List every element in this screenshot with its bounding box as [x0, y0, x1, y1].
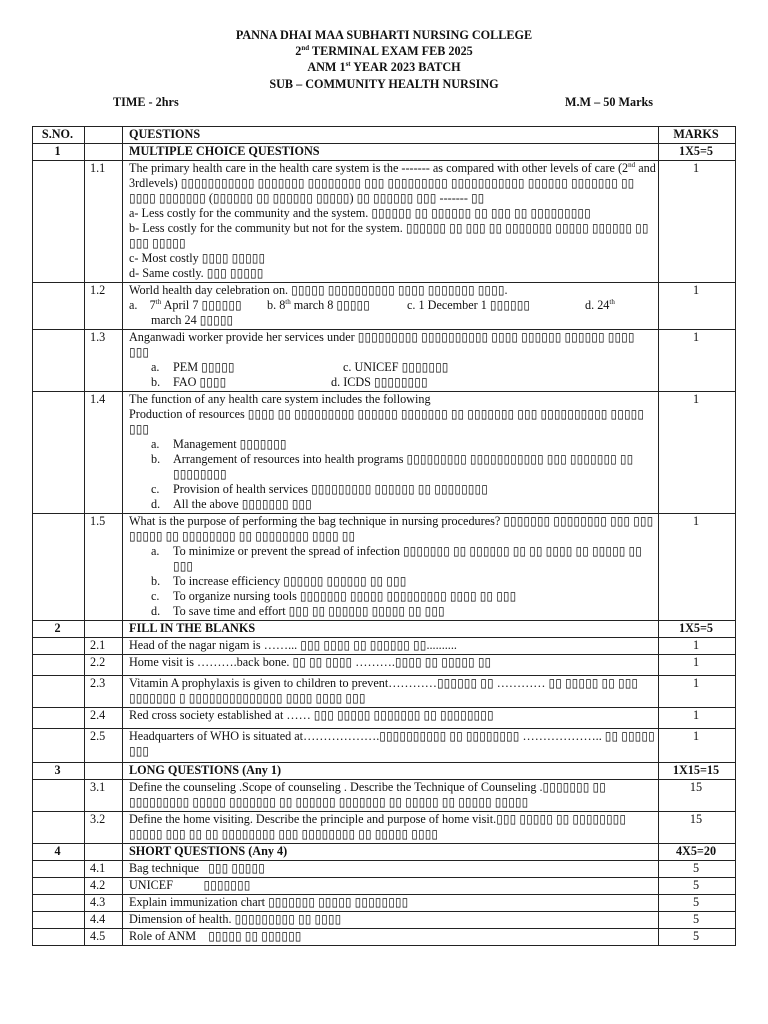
question-number: 4.1 — [85, 861, 123, 878]
section-number: 1 — [33, 144, 85, 161]
section-title: FILL IN THE BLANKS — [123, 621, 659, 638]
question-number: 1.4 — [85, 392, 123, 514]
header-sno: S.NO. — [33, 127, 85, 144]
question-number: 3.2 — [85, 812, 123, 844]
exam-time: TIME - 2hrs — [113, 95, 179, 109]
option-b: b. 8th march 8 ▯▯▯▯▯ — [267, 297, 370, 312]
question-marks: 1 — [659, 729, 736, 763]
question-marks: 1 — [659, 392, 736, 514]
option-c: c. UNICEF ▯▯▯▯▯▯▯ — [343, 360, 449, 374]
question-number: 1.3 — [85, 330, 123, 392]
section-row — [33, 144, 736, 161]
question-text: Explain immunization chart ▯▯▯▯▯▯▯ ▯▯▯▯▯ ▯▯▯▯▯▯▯▯ — [123, 895, 659, 912]
question-number: 2.2 — [85, 655, 123, 676]
question-text: The function of any health care system includes the following Production of resources ▯▯▯▯ ▯▯ ▯▯▯▯▯▯▯▯▯ ▯▯▯▯▯▯ ▯▯▯▯▯▯▯ ▯▯ ▯▯▯▯▯▯▯ ▯▯▯ ▯▯▯▯▯▯▯▯▯▯ ▯▯▯▯▯ ▯▯▯ a. Management ▯▯▯▯▯▯▯ b. Arrangement of resources into health programs ▯▯▯▯▯▯▯▯▯ ▯▯▯▯▯▯▯▯▯▯▯ ▯▯▯ ▯▯▯▯▯▯▯ ▯▯ ▯▯▯▯▯▯▯▯ c. Provision of health services ▯▯▯▯▯▯▯▯▯ ▯▯▯▯▯▯ ▯▯ ▯▯▯▯▯▯▯▯ d. All the above ▯▯▯▯▯▯▯ ▯▯▯ — [123, 392, 659, 514]
question-number: 4.5 — [85, 929, 123, 946]
question-marks: 1 — [659, 161, 736, 283]
question-marks: 15 — [659, 780, 736, 812]
section-row — [33, 763, 736, 780]
question-text: Home visit is ……….back bone. ▯▯ ▯▯ ▯▯▯▯ ……….▯▯▯▯ ▯▯ ▯▯▯▯▯ ▯▯ — [123, 655, 659, 676]
question-row — [33, 812, 736, 844]
question-text: Role of ANM ▯▯▯▯▯ ▯▯ ▯▯▯▯▯▯ — [123, 929, 659, 946]
question-row — [33, 912, 736, 929]
question-row — [33, 895, 736, 912]
section-marks: 1X5=5 — [659, 144, 736, 161]
question-number: 1.1 — [85, 161, 123, 283]
question-number: 4.3 — [85, 895, 123, 912]
question-number: 2.4 — [85, 708, 123, 729]
question-text: Dimension of health. ▯▯▯▯▯▯▯▯▯ ▯▯ ▯▯▯▯ — [123, 912, 659, 929]
question-marks: 1 — [659, 330, 736, 392]
section-marks: 4X5=20 — [659, 844, 736, 861]
question-row — [33, 655, 736, 676]
option-d: d. 24th — [585, 297, 615, 312]
question-number: 4.2 — [85, 878, 123, 895]
option-d: d. ICDS ▯▯▯▯▯▯▯▯ — [331, 375, 428, 389]
option-d: All the above ▯▯▯▯▯▯▯ ▯▯▯ — [173, 497, 312, 511]
question-marks: 5 — [659, 912, 736, 929]
option-a: Management ▯▯▯▯▯▯▯ — [173, 437, 287, 451]
question-number: 2.1 — [85, 638, 123, 655]
question-text: UNICEF ▯▯▯▯▯▯▯ — [123, 878, 659, 895]
question-marks: 1 — [659, 708, 736, 729]
option-a: a. 7th April 7 ▯▯▯▯▯▯ — [129, 297, 242, 312]
section-title: MULTIPLE CHOICE QUESTIONS — [123, 144, 659, 161]
option-d-continued: march 24 ▯▯▯▯▯ — [151, 313, 234, 327]
option-c: To organize nursing tools ▯▯▯▯▯▯▯ ▯▯▯▯▯ ▯▯▯▯▯▯▯▯▯ ▯▯▯▯ ▯▯ ▯▯▯ — [173, 589, 517, 603]
question-marks: 15 — [659, 812, 736, 844]
question-row — [33, 330, 736, 392]
question-text: Vitamin A prophylaxis is given to children to prevent…………▯▯▯▯▯▯ ▯▯ ………… ▯▯ ▯▯▯▯▯ ▯▯ ▯▯▯ ▯▯▯▯▯▯▯ ▯ ▯▯▯▯▯▯▯▯▯▯▯▯▯▯ ▯▯▯▯ ▯▯▯▯ ▯▯▯ — [123, 676, 659, 708]
question-marks: 5 — [659, 861, 736, 878]
question-marks: 5 — [659, 878, 736, 895]
table-header-row — [33, 127, 736, 144]
max-marks: M.M – 50 Marks — [565, 95, 654, 109]
exam-title: 2nd TERMINAL EXAM FEB 2025 — [295, 43, 473, 58]
section-title: SHORT QUESTIONS (Any 4) — [123, 844, 659, 861]
question-text: Define the home visiting. Describe the principle and purpose of home visit.▯▯▯ ▯▯▯▯▯ ▯▯ ▯▯▯▯▯▯▯▯ ▯▯▯▯▯ ▯▯▯ ▯▯ ▯▯ ▯▯▯▯▯▯▯▯ ▯▯▯ ▯▯▯▯▯▯▯▯ ▯▯ ▯▯▯▯▯ ▯▯▯▯ — [123, 812, 659, 844]
question-row — [33, 638, 736, 655]
header-questions: QUESTIONS — [123, 127, 659, 144]
question-number: 2.3 — [85, 676, 123, 708]
option-c: Provision of health services ▯▯▯▯▯▯▯▯▯ ▯▯▯▯▯▯ ▯▯ ▯▯▯▯▯▯▯▯ — [173, 482, 488, 496]
option-c: c- Most costly ▯▯▯▯ ▯▯▯▯▯ — [129, 251, 266, 265]
section-number: 3 — [33, 763, 85, 780]
header-sub — [85, 127, 123, 144]
option-b: Arrangement of resources into health programs ▯▯▯▯▯▯▯▯▯ ▯▯▯▯▯▯▯▯▯▯▯ ▯▯▯ ▯▯▯▯▯▯▯ ▯▯ ▯▯▯▯▯▯▯▯ — [173, 452, 634, 481]
option-b: b- Less costly for the community but not for the system. ▯▯▯▯▯▯ ▯▯ ▯▯▯ ▯▯ ▯▯▯▯▯▯▯ ▯▯▯▯▯ ▯▯▯▯▯▯ ▯▯ ▯▯▯ ▯▯▯▯▯ — [129, 221, 649, 250]
question-row — [33, 392, 736, 514]
question-row — [33, 861, 736, 878]
section-row — [33, 621, 736, 638]
question-text: What is the purpose of performing the bag technique in nursing procedures? ▯▯▯▯▯▯▯ ▯▯▯▯▯▯▯▯ ▯▯▯ ▯▯▯ ▯▯▯▯▯ ▯▯ ▯▯▯▯▯▯▯▯ ▯▯ ▯▯▯▯▯▯▯▯ ▯▯▯▯ ▯▯ a. To minimize or prevent the spread of infection ▯▯▯▯▯▯▯ ▯▯ ▯▯▯▯▯▯ ▯▯ ▯▯ ▯▯▯▯ ▯▯ ▯▯▯▯▯ ▯▯ ▯▯▯ b. To increase efficiency ▯▯▯▯▯▯ ▯▯▯▯▯▯ ▯▯ ▯▯▯ c. To organize nursing tools ▯▯▯▯▯▯▯ ▯▯▯▯▯ ▯▯▯▯▯▯▯▯▯ ▯▯▯▯ ▯▯ ▯▯▯ d. To save time and effort ▯▯▯ ▯▯ ▯▯▯▯▯▯ ▯▯▯▯▯ ▯▯ ▯▯▯ — [123, 514, 659, 621]
question-row — [33, 929, 736, 946]
question-number: 2.5 — [85, 729, 123, 763]
question-text: Define the counseling .Scope of counseling . Describe the Technique of Counseling .▯▯▯▯▯▯▯ ▯▯ ▯▯▯▯▯▯▯▯▯ ▯▯▯▯▯ ▯▯▯▯▯▯▯ ▯▯ ▯▯▯▯▯▯ ▯▯▯▯▯▯▯ ▯▯ ▯▯▯▯▯ ▯▯ ▯▯▯▯▯ ▯▯▯▯▯ — [123, 780, 659, 812]
question-number: 4.4 — [85, 912, 123, 929]
question-number: 1.5 — [85, 514, 123, 621]
option-a: To minimize or prevent the spread of infection ▯▯▯▯▯▯▯ ▯▯ ▯▯▯▯▯▯ ▯▯ ▯▯ ▯▯▯▯ ▯▯ ▯▯▯▯▯ ▯▯ ▯▯▯ — [173, 544, 642, 573]
question-text: Bag technique ▯▯▯ ▯▯▯▯▯ — [123, 861, 659, 878]
section-title: LONG QUESTIONS (Any 1) — [123, 763, 659, 780]
section-number: 4 — [33, 844, 85, 861]
section-marks: 1X15=15 — [659, 763, 736, 780]
question-text: Red cross society established at …… ▯▯▯ ▯▯▯▯▯ ▯▯▯▯▯▯▯ ▯▯ ▯▯▯▯▯▯▯▯ — [123, 708, 659, 729]
question-table — [32, 126, 736, 946]
question-row — [33, 780, 736, 812]
question-row — [33, 283, 736, 330]
question-row — [33, 708, 736, 729]
option-b: FAO ▯▯▯▯ — [173, 375, 227, 389]
question-text: The primary health care in the health care system is the ------- as compared with other levels of care (2nd and 3rdlevels) ▯▯▯▯▯▯▯▯▯▯▯ ▯▯▯▯▯▯▯ ▯▯▯▯▯▯▯▯ ▯▯▯ ▯▯▯▯▯▯▯▯▯ ▯▯▯▯▯▯▯▯▯▯▯ ▯▯▯▯▯▯ ▯▯▯▯▯▯▯ ▯▯ ▯▯▯▯ ▯▯▯▯▯▯▯ (▯▯▯▯▯▯ ▯▯ ▯▯▯▯▯▯ ▯▯▯▯▯) ▯▯ ▯▯▯▯▯▯ ▯▯▯ ------- ▯▯ a- Less costly for the community and the system. ▯▯▯▯▯▯ ▯▯ ▯▯▯▯▯▯ ▯▯ ▯▯▯ ▯▯ ▯▯▯▯▯▯▯▯▯ b- Less costly for the community but not for the system. ▯▯▯▯▯▯ ▯▯ ▯▯▯ ▯▯ ▯▯▯▯▯▯▯ ▯▯▯▯▯ ▯▯▯▯▯▯ ▯▯ ▯▯▯ ▯▯▯▯▯ c- Most costly ▯▯▯▯ ▯▯▯▯▯ d- Same costly. ▯▯▯ ▯▯▯▯▯ — [123, 161, 659, 283]
batch-title: ANM 1st YEAR 2023 BATCH — [307, 59, 461, 74]
question-marks: 1 — [659, 676, 736, 708]
option-c: c. 1 December 1 ▯▯▯▯▯▯ — [407, 298, 531, 312]
question-number: 3.1 — [85, 780, 123, 812]
subject-title: SUB – COMMUNITY HEALTH NURSING — [269, 77, 499, 91]
college-name: PANNA DHAI MAA SUBHARTI NURSING COLLEGE — [235, 28, 533, 42]
question-marks: 1 — [659, 514, 736, 621]
question-text: Headquarters of WHO is situated at……………….▯▯▯▯▯▯▯▯▯▯ ▯▯ ▯▯▯▯▯▯▯▯ ……………….. ▯▯ ▯▯▯▯▯ ▯▯▯ — [123, 729, 659, 763]
question-marks: 1 — [659, 283, 736, 330]
question-row — [33, 161, 736, 283]
question-row — [33, 878, 736, 895]
question-marks: 5 — [659, 929, 736, 946]
question-marks: 1 — [659, 638, 736, 655]
section-row — [33, 844, 736, 861]
question-text: Anganwadi worker provide her services under ▯▯▯▯▯▯▯▯▯ ▯▯▯▯▯▯▯▯▯▯ ▯▯▯▯ ▯▯▯▯▯▯ ▯▯▯▯▯▯ ▯▯▯▯ ▯▯▯ a. PEM ▯▯▯▯▯ c. UNICEF ▯▯▯▯▯▯▯ b. FAO ▯▯▯▯ d. ICDS ▯▯▯▯▯▯▯▯ — [123, 330, 659, 392]
option-b: To increase efficiency ▯▯▯▯▯▯ ▯▯▯▯▯▯ ▯▯ ▯▯▯ — [173, 574, 407, 588]
question-marks: 5 — [659, 895, 736, 912]
option-d: To save time and effort ▯▯▯ ▯▯ ▯▯▯▯▯▯ ▯▯▯▯▯ ▯▯ ▯▯▯ — [173, 604, 445, 618]
section-marks: 1X5=5 — [659, 621, 736, 638]
question-number: 1.2 — [85, 283, 123, 330]
question-text: Head of the nagar nigam is ……... ▯▯▯ ▯▯▯▯ ▯▯ ▯▯▯▯▯▯ ▯▯.......... — [123, 638, 659, 655]
option-d: d- Same costly. ▯▯▯ ▯▯▯▯▯ — [129, 266, 264, 280]
question-row — [33, 729, 736, 763]
section-number: 2 — [33, 621, 85, 638]
question-row — [33, 676, 736, 708]
option-a: a- Less costly for the community and the system. ▯▯▯▯▯▯ ▯▯ ▯▯▯▯▯▯ ▯▯ ▯▯▯ ▯▯ ▯▯▯▯▯▯▯▯▯ — [129, 206, 591, 220]
question-row — [33, 514, 736, 621]
question-marks: 1 — [659, 655, 736, 676]
header-marks: MARKS — [659, 127, 736, 144]
option-a: PEM ▯▯▯▯▯ — [173, 360, 235, 374]
question-text: World health day celebration on. ▯▯▯▯▯ ▯▯▯▯▯▯▯▯▯▯ ▯▯▯▯ ▯▯▯▯▯▯▯ ▯▯▯▯. a. 7th April 7 ▯▯▯▯▯▯ b. 8th march 8 ▯▯▯▯▯ c. 1 December 1 ▯▯▯▯▯▯ d. 24th march 24 ▯▯▯▯▯ — [123, 283, 659, 330]
